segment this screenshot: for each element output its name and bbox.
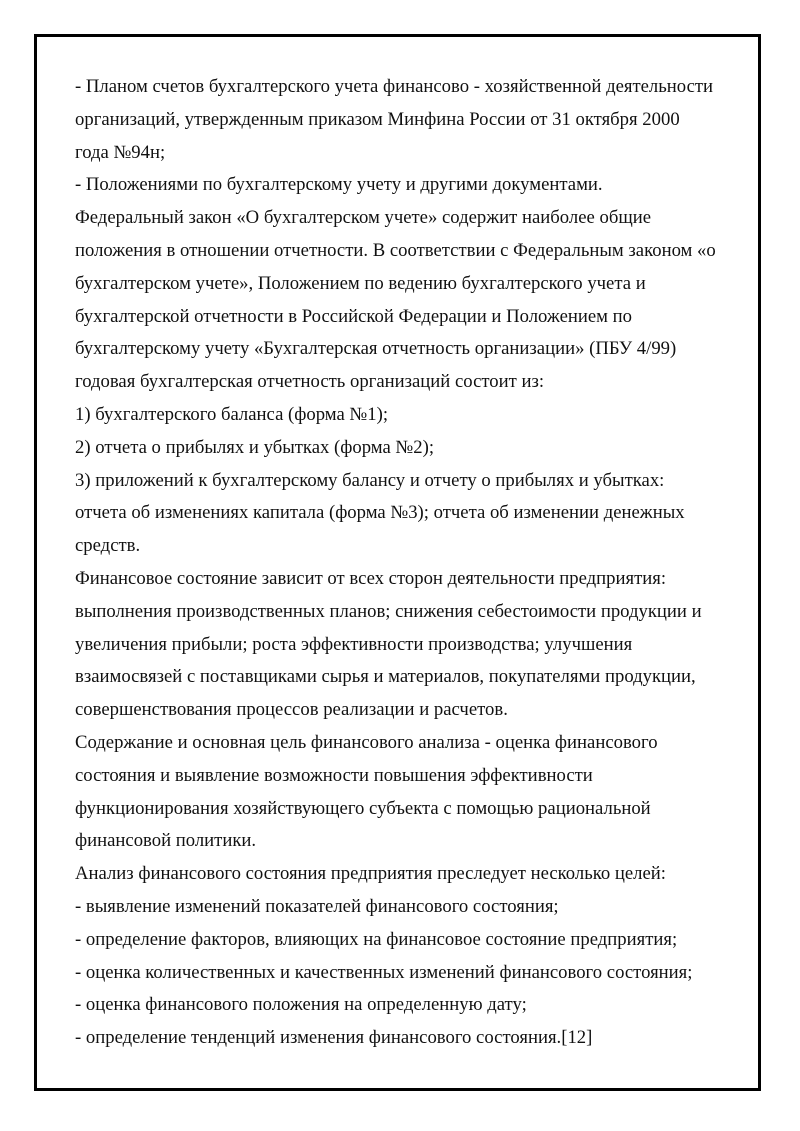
text-line: совершенствования процессов реализации и расчетов.: [75, 699, 508, 721]
text-line: увеличения прибыли; роста эффективности производства; улучшения: [75, 633, 633, 655]
text-line: функционирования хозяйствующего субъекта с помощью рациональной: [75, 797, 651, 819]
text-line: годовая бухгалтерская отчетность организаций состоит из:: [75, 371, 545, 393]
list-item-goal: - оценка количественных и качественных изменений финансового состояния;: [75, 961, 693, 983]
text-line: Федеральный закон «О бухгалтерском учете» содержит наиболее общие: [75, 207, 652, 229]
list-item-goal: - выявление изменений показателей финансового состояния;: [75, 895, 559, 917]
text-line: бухгалтерскому учету «Бухгалтерская отчетность организации» (ПБУ 4/99): [75, 338, 677, 360]
list-item-balance-sheet: 1) бухгалтерского баланса (форма №1);: [75, 403, 389, 425]
text-line: средств.: [75, 535, 141, 557]
list-item-profit-loss: 2) отчета о прибылях и убытках (форма №2);: [75, 436, 435, 458]
text-line: бухгалтерском учете», Положением по ведению бухгалтерского учета и: [75, 272, 646, 294]
text-line: Анализ финансового состояния предприятия преследует несколько целей:: [75, 863, 666, 885]
text-line: Содержание и основная цель финансового анализа - оценка финансового: [75, 731, 658, 753]
text-line: взаимосвязей с поставщиками сырья и материалов, покупателями продукции,: [75, 666, 696, 688]
text-line: Финансовое состояние зависит от всех сторон деятельности предприятия:: [75, 567, 667, 589]
list-item-goal: - определение факторов, влияющих на финансовое состояние предприятия;: [75, 928, 678, 950]
text-line: - Положениями по бухгалтерскому учету и другими документами.: [75, 174, 603, 196]
text-line: выполнения производственных планов; снижения себестоимости продукции и: [75, 600, 702, 622]
list-item-goal: - определение тенденций изменения финансового состояния.[12]: [75, 1027, 593, 1049]
text-line: года №94н;: [75, 141, 166, 163]
text-line: организаций, утвержденным приказом Минфина России от 31 октября 2000: [75, 108, 680, 130]
text-line: положения в отношении отчетности. В соответствии с Федеральным законом «о: [75, 239, 716, 261]
text-line: финансовой политики.: [75, 830, 257, 852]
text-line: бухгалтерской отчетности в Российской Федерации и Положением по: [75, 305, 633, 327]
text-line: - Планом счетов бухгалтерского учета финансово - хозяйственной деятельности: [75, 76, 714, 97]
list-item-appendices: 3) приложений к бухгалтерскому балансу и отчету о прибылях и убытках:: [75, 469, 665, 491]
list-item-goal: - оценка финансового положения на определенную дату;: [75, 994, 527, 1016]
text-line: отчета об изменениях капитала (форма №3); отчета об изменении денежных: [75, 502, 685, 524]
document-body: [75, 71, 735, 1055]
text-line: состояния и выявление возможности повышения эффективности: [75, 764, 593, 786]
